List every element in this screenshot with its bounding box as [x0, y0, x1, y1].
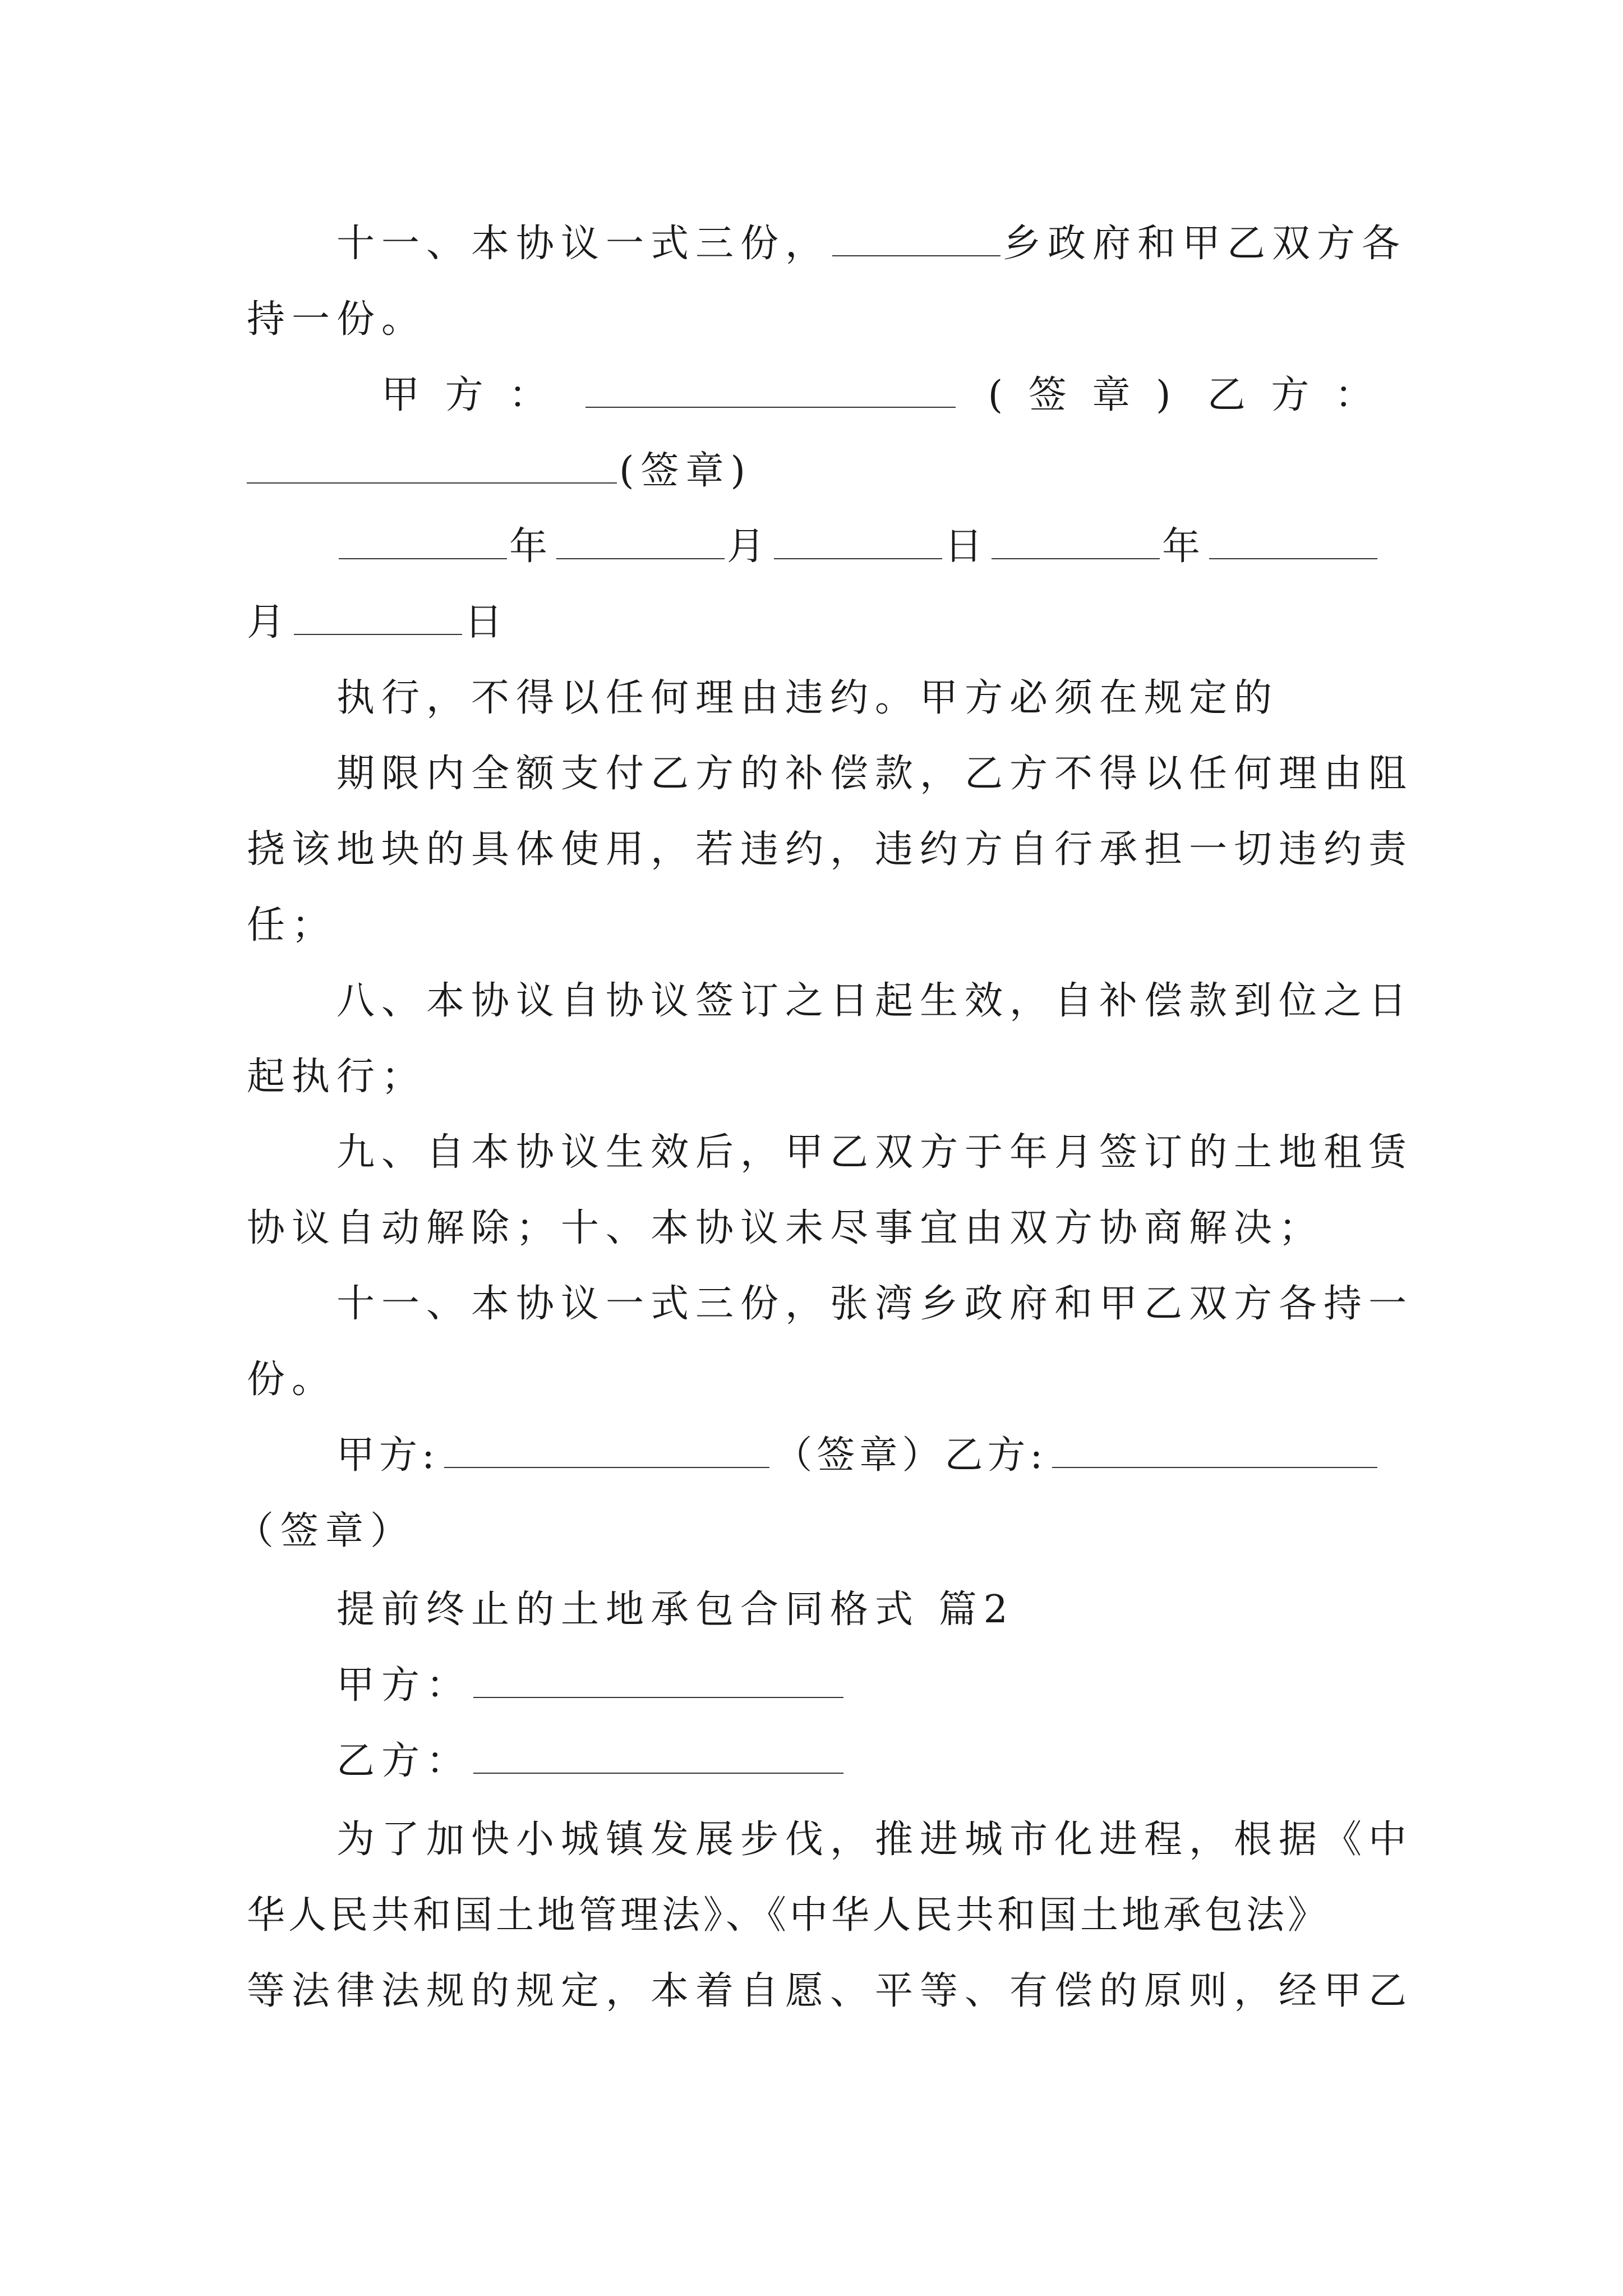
section-heading — [336, 1588, 1015, 1632]
paragraph-line — [336, 1282, 1413, 1327]
text-segment: 起执行； — [247, 1055, 427, 1099]
party-b-seal: (签章) — [619, 449, 753, 493]
text-segment: 任； — [247, 903, 337, 947]
text-segment: 乡政府和甲乙双方各 — [1003, 222, 1407, 266]
text-segment: 持一份。 — [247, 297, 427, 342]
blank-underline — [1209, 526, 1377, 559]
party-b-seal: （签章） — [236, 1509, 416, 1553]
paragraph-line — [336, 676, 1279, 721]
text-segment: 期限内全额支付乙方的补偿款，乙方不得以任何理由阻 — [336, 752, 1414, 796]
party-a-seal: ( 签 章 ) — [988, 373, 1178, 417]
blank-underline — [992, 526, 1160, 559]
blank-underline — [556, 526, 725, 559]
party-a-label: 甲 方 ： — [381, 373, 554, 417]
text-segment: 华人民共和国土地管理法》、《中华人民共和国土地承包法》 — [247, 1893, 1330, 1938]
signature-row — [247, 449, 752, 494]
date-day: 日 — [944, 524, 990, 569]
party-b-label: 乙 方 ： — [1207, 373, 1380, 417]
party-field — [336, 1739, 846, 1784]
text-segment: 八、本协议自协议签订之日起生效，自补偿款到位之日 — [336, 979, 1414, 1023]
blank-underline — [832, 223, 1000, 256]
text-segment: 为了加快小城镇发展步伐，推进城市化进程，根据《中 — [336, 1818, 1414, 1862]
paragraph-line — [247, 1206, 1324, 1251]
paragraph-line — [336, 1130, 1413, 1175]
paragraph-line — [336, 222, 1407, 266]
party-b-label: 乙方： — [336, 1739, 472, 1783]
paragraph-line — [247, 1893, 1329, 1938]
text-segment: 等法律法规的规定，本着自愿、平等、有偿的原则，经甲乙 — [247, 1969, 1414, 2013]
party-a-label: 甲方: — [336, 1433, 439, 1478]
party-a-blank — [473, 1664, 843, 1698]
signature-row — [381, 373, 1380, 418]
party-b-blank — [1052, 1434, 1377, 1468]
text-segment: 份。 — [247, 1358, 337, 1402]
text-segment: 协议自动解除；十、本协议未尽事宜由双方协商解决； — [247, 1206, 1324, 1250]
party-b-blank — [473, 1740, 843, 1774]
date-year: 年 — [509, 524, 555, 569]
party-a-blank — [444, 1434, 769, 1468]
paragraph-line — [247, 1969, 1413, 2014]
date-day: 日 — [464, 600, 510, 645]
text-segment: 十一、本协议一式三份，张湾乡政府和甲乙双方各持一 — [336, 1282, 1414, 1326]
signature-row — [236, 1509, 415, 1554]
party-a-blank — [585, 374, 956, 408]
text-segment: 挠该地块的具体使用，若违约，违约方自行承担一切违约责 — [247, 827, 1414, 872]
party-field — [336, 1663, 846, 1708]
party-a-label: 甲方： — [336, 1663, 472, 1708]
date-year: 年 — [1162, 524, 1207, 569]
blank-underline — [339, 526, 507, 559]
date-month: 月 — [247, 600, 292, 645]
paragraph-line — [247, 297, 426, 342]
signature-row — [336, 1433, 1380, 1478]
date-month: 月 — [727, 524, 772, 569]
paragraph-line — [247, 827, 1413, 872]
party-a-seal: （签章）乙方: — [774, 1433, 1048, 1478]
paragraph-line — [247, 1358, 336, 1402]
date-row — [336, 524, 1380, 569]
blank-underline — [774, 526, 942, 559]
paragraph-line — [336, 752, 1413, 797]
text-segment: 九、自本协议生效后，甲乙双方于年月签订的土地租赁 — [336, 1130, 1414, 1175]
paragraph-line — [247, 1055, 426, 1099]
paragraph-line — [336, 979, 1413, 1024]
party-b-blank — [247, 450, 617, 484]
heading-text: 提前终止的土地承包合同格式 篇2 — [336, 1588, 1015, 1632]
paragraph-line — [247, 903, 336, 948]
blank-underline — [294, 601, 462, 635]
text-segment: 执行，不得以任何理由违约。甲方必须在规定的 — [336, 676, 1279, 720]
paragraph-line — [336, 1818, 1413, 1862]
text-segment: 十一、本协议一式三份， — [336, 222, 831, 266]
date-row — [247, 600, 509, 645]
